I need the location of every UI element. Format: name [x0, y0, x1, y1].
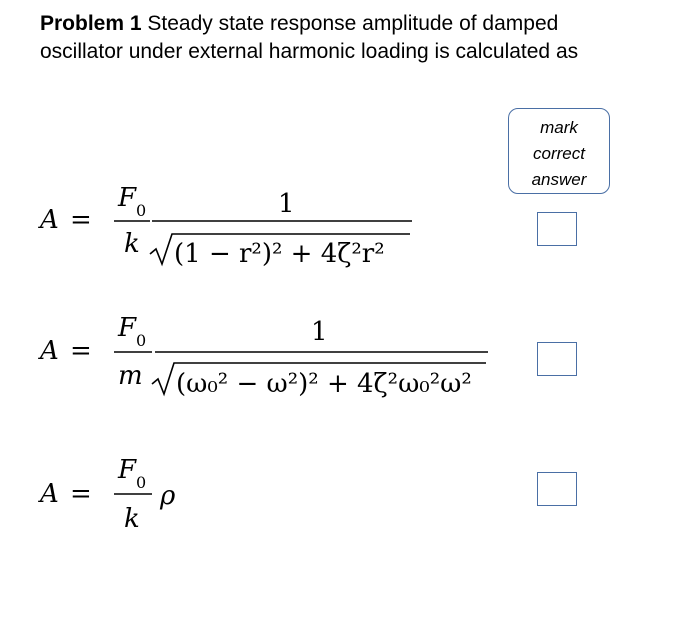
formula-1-radicand: (1 − r²)² + 4ζ²r² [174, 239, 385, 269]
formula-1-lhs: A [40, 205, 59, 235]
problem-label: Problem 1 [40, 12, 142, 35]
formula-3-den-symbol: k [124, 504, 140, 534]
formula-3-factor: ρ [160, 481, 176, 511]
formula-2-radicand: (ω₀² − ω²)² + 4ζ²ω₀²ω² [176, 369, 472, 399]
formula-2 [38, 313, 488, 399]
formula-2-num-subscript: 0 [136, 331, 147, 350]
formula-1-num-symbol: F [118, 183, 137, 213]
formula-2-den-symbol: m [118, 361, 143, 391]
formula-3-num-subscript: 0 [136, 473, 147, 492]
mark-label-line2: correct [533, 144, 585, 163]
formula-3 [38, 455, 176, 534]
formula-3-lhs: A [40, 479, 59, 509]
formula-1-num-subscript: 0 [136, 201, 147, 220]
formula-1 [38, 183, 412, 269]
problem-text: Steady state response amplitude of damped oscillator under external harmonic loading is calculated as [40, 12, 579, 63]
formula-1-den-symbol: k [124, 229, 140, 259]
formula-1-frac2-num: 1 [278, 189, 295, 219]
mark-label-line1: mark [540, 118, 578, 137]
formula-2-num-symbol: F [118, 313, 137, 343]
formula-2-frac2-num: 1 [311, 317, 328, 347]
formula-2-lhs: A [40, 336, 59, 366]
formula-3-num-symbol: F [118, 455, 137, 485]
formula-3-equals: = [70, 479, 92, 509]
formula-1-equals: = [70, 205, 92, 235]
formula-2-equals: = [70, 336, 92, 366]
mark-label-line3: answer [531, 170, 587, 189]
